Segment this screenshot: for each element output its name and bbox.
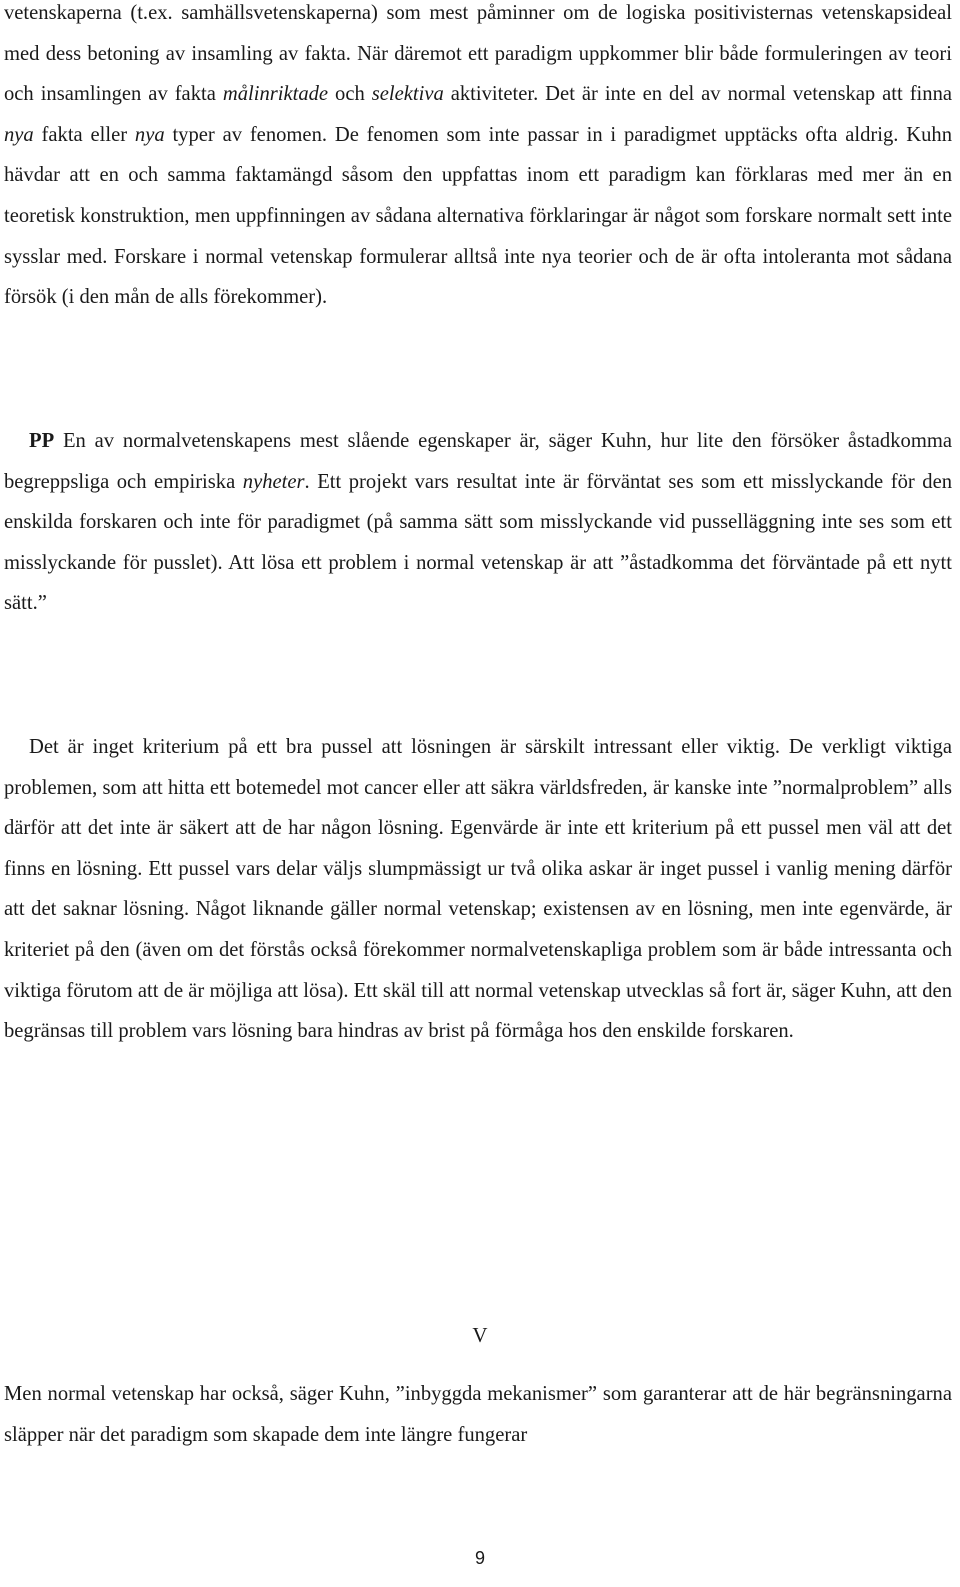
paragraph-text: fakta eller: [33, 123, 135, 146]
paragraph-text: . Ett projekt vars resultat inte är förväntat ses som ett misslyckande för den enskilda forskaren och inte för paradigmet (på samma sätt som misslyckande vid pusselläggning inte ses som ett misslyckande för pusslet). Att lösa ett problem i normal vetenskap är att ”åstadkomma det förväntade på ett nytt sätt.”: [4, 470, 953, 615]
paragraph-text: Det är inget kriterium på ett bra pussel att lösningen är särskilt intressant eller viktig. De verkligt viktiga problemen, som att hitta ett botemedel mot cancer eller att säkra världsfreden, är kanske inte ”normalproblem” alls därför att det inte är säkert att de har någon lösning. Egenvärde är inte ett kriterium på ett pussel men väl att det finns en lösning. Ett pussel vars delar väljs slumpmässigt ur två olika askar är inget pussel i vanlig mening därför att det saknar lösning. Något liknande gäller normal vetenskap; existensen av en lösning, men inte egenvärde, är kriteriet på den (även om det förstås också förekommer normalvetenskapliga problem som är både intressanta och viktiga förutom att de är möjliga att lösa). Ett skäl till att normal vetenskap utvecklas så fort är, säger Kuhn, att den begränsas till problem vars lösning bara hindras av brist på förmåga hos den enskilde forskaren.: [4, 736, 952, 1043]
paragraph-4: [4, 1374, 952, 1455]
paragraph-3: [4, 727, 952, 1052]
paragraph-text: aktiviteter. Det är inte en del av normal vetenskap att finna: [443, 83, 953, 106]
paragraph-text: Men normal vetenskap har också, säger Kuhn, ”inbyggda mekanismer” som garanterar att de här begränsningarna släpper när det paradigm som skapade dem inte längre fungerar: [4, 1383, 952, 1446]
paragraph-2: [4, 421, 952, 624]
paragraph-text: En av normalvetenskapens mest slående egenskaper är, säger Kuhn, hur lite den försöker åstadkomma begreppsliga och empiriska: [4, 430, 952, 493]
page-number: 9: [474, 1548, 485, 1568]
emphasis-text: nya: [134, 123, 165, 146]
paragraph-marker: PP: [29, 430, 55, 452]
paragraph-text: typer av fenomen. De fenomen som inte passar in i paradigmet upptäcks ofta aldrig. Kuhn hävdar att en och samma faktamängd såsom den uppfattas inom ett paradigm kan förklaras med mer än en teoretisk konstruktion, men uppfinningen av sådana alternativa förklaringar är något som forskare normalt sett inte sysslar med. Forskare i normal vetenskap formulerar alltså inte nya teorier och de är ofta intoleranta mot sådana försök (i den mån de alls förekommer).: [4, 123, 952, 309]
emphasis-text: selektiva: [371, 83, 444, 106]
emphasis-text: målinriktade: [222, 83, 329, 106]
paragraph-text: vetenskaperna (t.ex. samhällsvetenskaperna) som mest påminner om de logiska positivisternas vetenskapsideal med dess betoning av insamling av fakta. När däremot ett paradigm uppkommer blir både formuleringen av teori och insamlingen av fakta: [4, 2, 952, 106]
emphasis-text: nyheter: [242, 470, 305, 493]
paragraph-1: [4, 0, 952, 318]
paragraph-text: och: [328, 83, 372, 106]
emphasis-text: nya: [4, 123, 34, 146]
section-heading: V: [472, 1323, 488, 1347]
